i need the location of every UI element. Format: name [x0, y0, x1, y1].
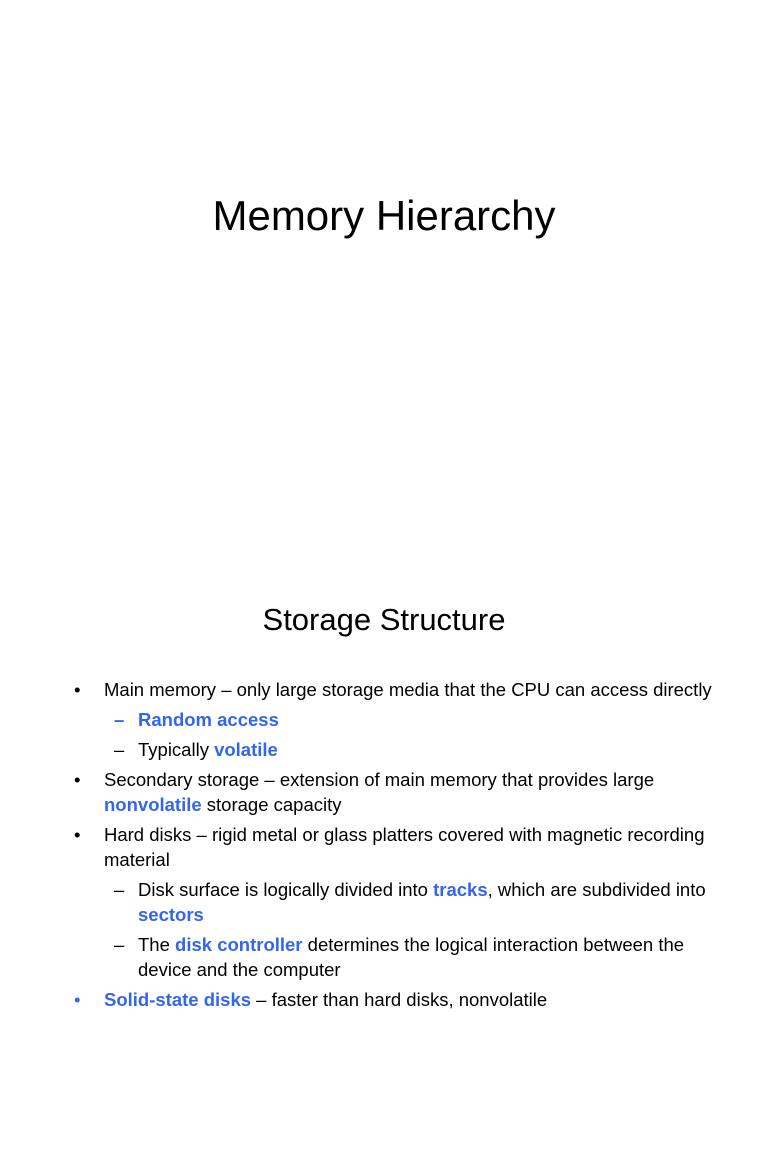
bullet-icon: • [74, 989, 81, 1010]
dash-icon: – [114, 934, 125, 955]
highlight-term: Random access [138, 709, 279, 730]
bullet-list [0, 677, 720, 1017]
sub-list [104, 707, 720, 762]
sub-item-disk-controller [104, 932, 720, 982]
item-text: – faster than hard disks, nonvolatile [251, 989, 548, 1010]
sub-list [104, 877, 720, 982]
highlight-term: Solid-state disks [104, 989, 252, 1010]
sub-item-random-access [104, 707, 720, 732]
bullet-icon: • [74, 679, 81, 700]
list-item-solid-state-disks [0, 987, 720, 1012]
list-item-secondary-storage [0, 767, 720, 817]
slide-title: Storage Structure [262, 602, 506, 637]
item-text: Hard disks – rigid metal or glass platters covered with magnetic recording material [104, 824, 705, 870]
sub-item-volatile [104, 737, 720, 762]
item-text: , which are subdivided into [487, 879, 706, 900]
highlight-term: sectors [138, 904, 204, 925]
slide-2 [0, 576, 768, 1152]
item-text: Disk surface is logically divided into [138, 879, 434, 900]
sub-item-tracks-sectors [104, 877, 720, 927]
item-text: Secondary storage – extension of main memory that provides large [104, 769, 655, 790]
item-text: storage capacity [201, 794, 342, 815]
list-item-main-memory [0, 677, 720, 762]
dash-icon: – [114, 879, 125, 900]
bullet-icon: • [74, 824, 81, 845]
slide-title: Memory Hierarchy [212, 192, 556, 239]
highlight-term: tracks [433, 879, 488, 900]
list-item-hard-disks [0, 822, 720, 982]
highlight-term: nonvolatile [104, 794, 202, 815]
item-text: The [138, 934, 176, 955]
bullet-icon: • [74, 769, 81, 790]
dash-icon: – [114, 739, 125, 760]
item-text: Main memory – only large storage media that the CPU can access directly [104, 679, 712, 700]
item-text: Typically [138, 739, 215, 760]
highlight-term: disk controller [175, 934, 303, 955]
item-text: determines the logical interaction between the device and the computer [138, 934, 685, 980]
dash-icon: – [114, 709, 125, 730]
highlight-term: volatile [214, 739, 278, 760]
